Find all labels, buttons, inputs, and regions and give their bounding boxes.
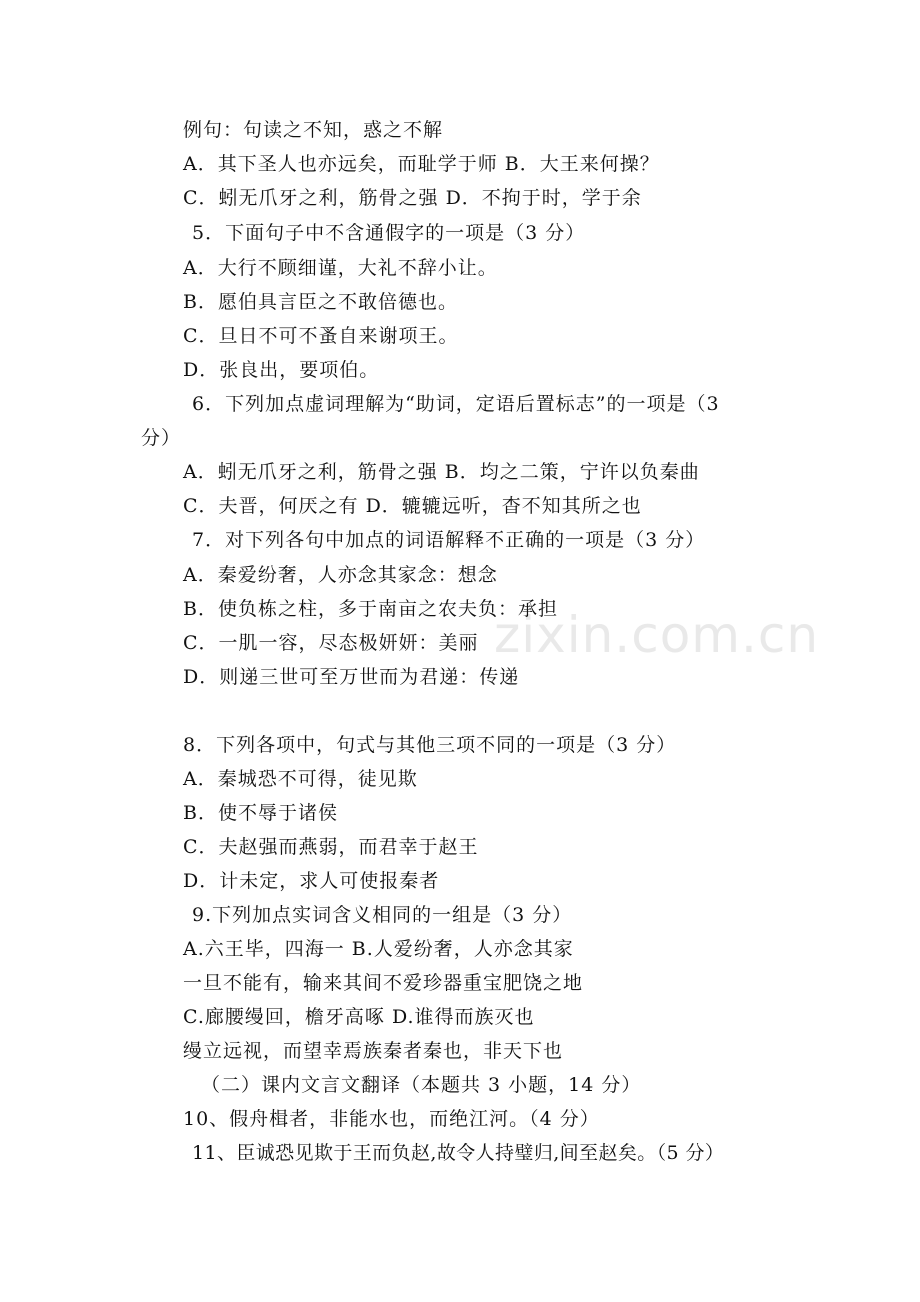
- example-sentence: 例句：句读之不知，惑之不解: [183, 119, 444, 141]
- q9-option-a-b-continued: 一旦不能有，输来其间不爱珍器重宝肥饶之地: [183, 972, 584, 994]
- q8-option-b: B．使不辱于诸侯: [183, 802, 338, 824]
- q8-option-d: D．计未定，求人可使报秦者: [183, 870, 440, 892]
- q7-option-a: A．秦爱纷奢，人亦念其家念：想念: [183, 564, 498, 586]
- watermark: zixin.com.cn: [494, 606, 820, 664]
- question-8-stem: 8．下列各项中，句式与其他三项不同的一项是（3 分）: [183, 734, 677, 756]
- q8-option-a: A．秦城恐不可得，徒见欺: [183, 768, 418, 790]
- q6-option-a-b: A．蚓无爪牙之利，筋骨之强 B．均之二策，宁许以负秦曲: [183, 461, 700, 483]
- q7-option-b: B．使负栋之柱，多于南亩之农夫负：承担: [183, 598, 558, 620]
- question-11: 11、臣诚恐见欺于王而负赵,故令人持璧归,间至赵矣。（5 分）: [192, 1142, 725, 1164]
- question-7-stem: 7．对下列各句中加点的词语解释不正确的一项是（3 分）: [192, 529, 706, 551]
- section-2-heading: （二）课内文言文翻译（本题共 3 小题，14 分）: [201, 1074, 642, 1096]
- q4-option-a-b: A．其下圣人也亦远矣，而耻学于师 B．大王来何操？: [183, 153, 660, 175]
- q5-option-a: A．大行不顾细谨，大礼不辞小让。: [183, 257, 498, 279]
- q4-option-c-d: C．蚓无爪牙之利，筋骨之强 D．不拘于时，学于余: [183, 187, 642, 209]
- question-6-stem: 6．下列加点虚词理解为“助词，定语后置标志”的一项是（3: [192, 393, 720, 415]
- q6-option-c-d: C．夫晋，何厌之有 D．辘辘远听，杳不知其所之也: [183, 495, 642, 517]
- question-5-stem: 5．下面句子中不含通假字的一项是（3 分）: [192, 222, 586, 244]
- q9-option-c-d-continued: 缦立远视，而望幸焉族秦者秦也，非天下也: [183, 1040, 564, 1062]
- q7-option-c: C．一肌一容，尽态极妍妍：美丽: [183, 632, 479, 654]
- q5-option-c: C．旦日不可不蚤自来谢项王。: [183, 325, 459, 347]
- q9-option-c-d: C.廊腰缦回，檐牙高啄 D.谁得而族灭也: [183, 1006, 535, 1028]
- question-6-stem-continued: 分）: [141, 427, 182, 449]
- q5-option-d: D．张良出，要项伯。: [183, 359, 380, 381]
- question-9-stem: 9.下列加点实词含义相同的一组是（3 分）: [192, 904, 573, 926]
- q8-option-c: C．夫赵强而燕弱，而君幸于赵王: [183, 836, 479, 858]
- q5-option-b: B．愿伯具言臣之不敢倍德也。: [183, 291, 458, 313]
- q7-option-d: D．则递三世可至万世而为君递：传递: [183, 666, 520, 688]
- q9-option-a-b: A.六王毕，四海一 B.人爱纷奢，人亦念其家: [183, 938, 574, 960]
- question-10: 10、假舟楫者，非能水也，而绝江河。（4 分）: [183, 1108, 600, 1130]
